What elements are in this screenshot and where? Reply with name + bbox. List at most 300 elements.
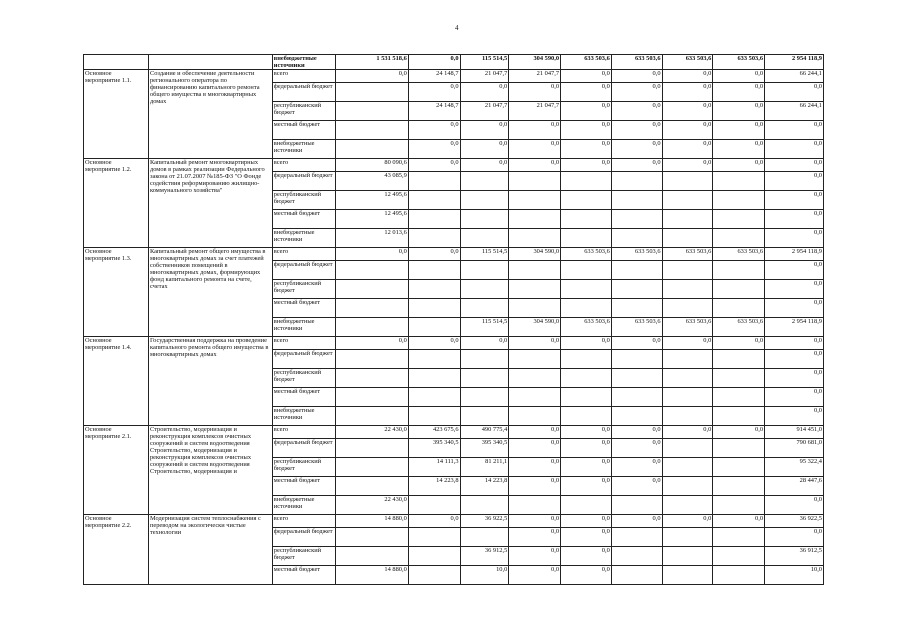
funding-source: республиканский бюджет (272, 458, 335, 477)
funding-source: всего (272, 337, 335, 350)
value-cell: 0,0 (662, 515, 713, 528)
value-cell: 0,0 (561, 477, 612, 496)
value-cell: 0,0 (611, 70, 662, 83)
value-cell: 633 503,6 (561, 55, 612, 70)
value-cell (561, 210, 612, 229)
value-cell: 0,0 (561, 159, 612, 172)
value-cell: 0,0 (765, 299, 824, 318)
value-cell: 633 503,6 (713, 55, 765, 70)
value-cell: 0,0 (611, 121, 662, 140)
value-cell (561, 496, 612, 515)
value-cell (611, 566, 662, 585)
value-cell (611, 280, 662, 299)
value-cell: 0,0 (335, 248, 408, 261)
value-cell: 0,0 (561, 528, 612, 547)
table-row (84, 70, 824, 83)
value-cell (460, 528, 509, 547)
event-name: Основное мероприятие 1.4. (84, 337, 149, 426)
value-cell (561, 407, 612, 426)
value-cell: 66 244,1 (765, 102, 824, 121)
value-cell (335, 388, 408, 407)
value-cell (662, 191, 713, 210)
value-cell: 0,0 (509, 439, 561, 458)
funding-source: республиканский бюджет (272, 102, 335, 121)
value-cell: 22 430,0 (335, 426, 408, 439)
value-cell (408, 528, 460, 547)
value-cell: 790 681,0 (765, 439, 824, 458)
table-row (84, 515, 824, 528)
value-cell (408, 388, 460, 407)
value-cell (662, 496, 713, 515)
value-cell: 0,0 (509, 528, 561, 547)
value-cell: 633 503,6 (611, 318, 662, 337)
value-cell: 36 912,5 (460, 547, 509, 566)
value-cell (662, 458, 713, 477)
value-cell (509, 369, 561, 388)
value-cell: 0,0 (611, 477, 662, 496)
value-cell: 0,0 (713, 426, 765, 439)
value-cell: 2 954 118,9 (765, 318, 824, 337)
value-cell: 0,0 (765, 159, 824, 172)
funding-source: федеральный бюджет (272, 261, 335, 280)
value-cell (460, 369, 509, 388)
value-cell (335, 369, 408, 388)
value-cell (611, 369, 662, 388)
value-cell: 14 111,3 (408, 458, 460, 477)
value-cell: 0,0 (509, 515, 561, 528)
value-cell (611, 547, 662, 566)
table-row (84, 248, 824, 261)
value-cell (460, 191, 509, 210)
value-cell (335, 350, 408, 369)
value-cell: 0,0 (611, 337, 662, 350)
value-cell (662, 477, 713, 496)
value-cell: 0,0 (561, 515, 612, 528)
value-cell: 1 531 518,6 (335, 55, 408, 70)
value-cell: 66 244,1 (765, 70, 824, 83)
value-cell (713, 439, 765, 458)
funding-source: местный бюджет (272, 121, 335, 140)
funding-source: местный бюджет (272, 477, 335, 496)
value-cell: 0,0 (611, 102, 662, 121)
value-cell (713, 477, 765, 496)
value-cell: 2 954 118,9 (765, 248, 824, 261)
value-cell (713, 350, 765, 369)
value-cell (611, 350, 662, 369)
value-cell: 115 514,5 (460, 318, 509, 337)
value-cell: 81 211,1 (460, 458, 509, 477)
value-cell: 0,0 (662, 102, 713, 121)
value-cell (408, 547, 460, 566)
value-cell (335, 299, 408, 318)
value-cell: 0,0 (509, 426, 561, 439)
value-cell: 0,0 (509, 159, 561, 172)
value-cell (335, 102, 408, 121)
value-cell: 0,0 (765, 369, 824, 388)
value-cell: 0,0 (561, 426, 612, 439)
value-cell: 14 223,8 (408, 477, 460, 496)
value-cell: 490 775,4 (460, 426, 509, 439)
event-description: Государственная поддержка на проведение капитального ремонта общего имущества в многоквартирных домах (148, 337, 272, 426)
value-cell: 0,0 (408, 121, 460, 140)
value-cell (561, 299, 612, 318)
value-cell: 633 503,6 (611, 55, 662, 70)
header-row (84, 55, 824, 70)
value-cell (335, 140, 408, 159)
value-cell (611, 261, 662, 280)
value-cell (408, 229, 460, 248)
value-cell: 0,0 (662, 337, 713, 350)
value-cell (662, 407, 713, 426)
value-cell: 115 514,5 (460, 248, 509, 261)
value-cell: 0,0 (335, 337, 408, 350)
value-cell: 0,0 (713, 70, 765, 83)
value-cell (662, 350, 713, 369)
value-cell: 633 503,6 (662, 55, 713, 70)
value-cell: 304 590,0 (509, 318, 561, 337)
funding-source: республиканский бюджет (272, 369, 335, 388)
value-cell: 0,0 (561, 83, 612, 102)
value-cell: 0,0 (611, 159, 662, 172)
value-cell (662, 369, 713, 388)
table-row (84, 337, 824, 350)
value-cell (509, 229, 561, 248)
value-cell: 0,0 (561, 566, 612, 585)
value-cell: 0,0 (408, 248, 460, 261)
value-cell: 21 047,7 (509, 70, 561, 83)
value-cell: 0,0 (509, 547, 561, 566)
value-cell (611, 496, 662, 515)
value-cell: 0,0 (561, 70, 612, 83)
value-cell: 0,0 (713, 159, 765, 172)
value-cell (335, 477, 408, 496)
value-cell (611, 299, 662, 318)
value-cell (460, 280, 509, 299)
value-cell: 0,0 (765, 83, 824, 102)
value-cell (509, 210, 561, 229)
value-cell (662, 261, 713, 280)
value-cell: 633 503,6 (713, 248, 765, 261)
funding-source: республиканский бюджет (272, 280, 335, 299)
value-cell: 0,0 (611, 83, 662, 102)
value-cell: 0,0 (765, 407, 824, 426)
value-cell (713, 566, 765, 585)
value-cell (335, 547, 408, 566)
value-cell: 0,0 (713, 140, 765, 159)
value-cell: 24 148,7 (408, 70, 460, 83)
funding-source: федеральный бюджет (272, 439, 335, 458)
value-cell (335, 318, 408, 337)
event-name: Основное мероприятие 1.1. (84, 70, 149, 159)
value-cell: 0,0 (662, 159, 713, 172)
value-cell (561, 261, 612, 280)
value-cell (611, 191, 662, 210)
value-cell: 0,0 (408, 83, 460, 102)
value-cell (713, 388, 765, 407)
value-cell: 21 047,7 (460, 70, 509, 83)
value-cell: 0,0 (765, 229, 824, 248)
value-cell (611, 388, 662, 407)
value-cell: 0,0 (611, 458, 662, 477)
value-cell (713, 369, 765, 388)
value-cell (611, 210, 662, 229)
value-cell: 0,0 (561, 547, 612, 566)
value-cell (611, 407, 662, 426)
value-cell (713, 210, 765, 229)
funding-source: федеральный бюджет (272, 172, 335, 191)
table-row (84, 426, 824, 439)
funding-source: федеральный бюджет (272, 350, 335, 369)
value-cell (509, 388, 561, 407)
value-cell (335, 261, 408, 280)
value-cell: 0,0 (509, 337, 561, 350)
value-cell: 0,0 (509, 83, 561, 102)
value-cell: 0,0 (460, 337, 509, 350)
value-cell (713, 191, 765, 210)
value-cell: 0,0 (460, 121, 509, 140)
funding-source: федеральный бюджет (272, 528, 335, 547)
value-cell (408, 350, 460, 369)
value-cell: 0,0 (765, 172, 824, 191)
value-cell (509, 191, 561, 210)
value-cell (561, 280, 612, 299)
value-cell (408, 191, 460, 210)
value-cell (460, 407, 509, 426)
value-cell: 12 495,6 (335, 191, 408, 210)
event-name: Основное мероприятие 1.3. (84, 248, 149, 337)
value-cell: 0,0 (662, 140, 713, 159)
value-cell: 633 503,6 (561, 248, 612, 261)
value-cell: 633 503,6 (662, 318, 713, 337)
value-cell: 24 148,7 (408, 102, 460, 121)
event-name: Основное мероприятие 2.1. (84, 426, 149, 515)
event-name: Основное мероприятие 1.2. (84, 159, 149, 248)
value-cell: 0,0 (460, 159, 509, 172)
value-cell: 0,0 (561, 439, 612, 458)
budget-table (83, 54, 824, 585)
value-cell (408, 172, 460, 191)
value-cell: 0,0 (561, 121, 612, 140)
value-cell: 0,0 (408, 337, 460, 350)
value-cell: 0,0 (509, 458, 561, 477)
value-cell (509, 407, 561, 426)
value-cell: 22 430,0 (335, 496, 408, 515)
event-description: Капитальный ремонт многоквартирных домов в рамках реализации Федерального закона от 21.07.2007 №185-ФЗ "О Фонде содействия реформированию жилищно-коммунального хозяйства" (148, 159, 272, 248)
value-cell (335, 280, 408, 299)
value-cell (460, 172, 509, 191)
value-cell (713, 261, 765, 280)
value-cell (561, 172, 612, 191)
value-cell (460, 210, 509, 229)
value-cell: 0,0 (713, 337, 765, 350)
funding-source: всего (272, 70, 335, 83)
value-cell: 395 340,5 (460, 439, 509, 458)
funding-source: местный бюджет (272, 388, 335, 407)
value-cell (408, 566, 460, 585)
value-cell: 115 514,5 (460, 55, 509, 70)
value-cell (408, 369, 460, 388)
value-cell (460, 229, 509, 248)
value-cell (611, 528, 662, 547)
event-description: Модернизация систем теплоснабжения с переводом на экологически чистые технологии (148, 515, 272, 585)
value-cell: 0,0 (765, 337, 824, 350)
empty-cell (84, 55, 149, 70)
value-cell: 28 447,6 (765, 477, 824, 496)
funding-source: местный бюджет (272, 566, 335, 585)
value-cell (662, 280, 713, 299)
value-cell: 0,0 (765, 121, 824, 140)
value-cell: 14 223,8 (460, 477, 509, 496)
funding-source: местный бюджет (272, 210, 335, 229)
value-cell: 0,0 (561, 458, 612, 477)
value-cell: 43 085,9 (335, 172, 408, 191)
value-cell (335, 83, 408, 102)
value-cell (662, 547, 713, 566)
table-row (84, 159, 824, 172)
value-cell: 0,0 (765, 191, 824, 210)
value-cell: 0,0 (611, 140, 662, 159)
funding-source: всего (272, 426, 335, 439)
value-cell: 36 912,5 (765, 547, 824, 566)
value-cell: 0,0 (561, 102, 612, 121)
value-cell: 304 590,0 (509, 248, 561, 261)
value-cell: 0,0 (713, 83, 765, 102)
funding-source: всего (272, 248, 335, 261)
value-cell (713, 547, 765, 566)
event-name: Основное мероприятие 2.2. (84, 515, 149, 585)
value-cell: 0,0 (509, 477, 561, 496)
value-cell: 21 047,7 (509, 102, 561, 121)
value-cell: 0,0 (611, 426, 662, 439)
value-cell (509, 280, 561, 299)
value-cell: 914 451,0 (765, 426, 824, 439)
value-cell: 633 503,6 (561, 318, 612, 337)
value-cell: 0,0 (662, 70, 713, 83)
funding-source: внебюджетные источники (272, 140, 335, 159)
value-cell (460, 496, 509, 515)
value-cell: 0,0 (408, 159, 460, 172)
value-cell (509, 299, 561, 318)
empty-cell (148, 55, 272, 70)
value-cell: 2 954 118,9 (765, 55, 824, 70)
value-cell (460, 350, 509, 369)
value-cell (713, 458, 765, 477)
value-cell: 0,0 (765, 280, 824, 299)
funding-source: всего (272, 159, 335, 172)
value-cell: 0,0 (765, 350, 824, 369)
value-cell (335, 121, 408, 140)
value-cell (662, 210, 713, 229)
value-cell (561, 350, 612, 369)
value-cell (611, 229, 662, 248)
funding-source: местный бюджет (272, 299, 335, 318)
value-cell (408, 407, 460, 426)
event-description: Создание и обеспечение деятельности регионального оператора по финансированию капитального ремонта общего имущества в многоквартирных домах (148, 70, 272, 159)
value-cell: 0,0 (460, 83, 509, 102)
value-cell: 0,0 (713, 515, 765, 528)
value-cell (408, 299, 460, 318)
funding-source: внебюджетные источники (272, 318, 335, 337)
value-cell (611, 172, 662, 191)
value-cell: 0,0 (509, 121, 561, 140)
value-cell: 395 340,5 (408, 439, 460, 458)
value-cell: 0,0 (561, 337, 612, 350)
funding-source: республиканский бюджет (272, 191, 335, 210)
value-cell (561, 388, 612, 407)
value-cell (335, 407, 408, 426)
value-cell (662, 388, 713, 407)
value-cell: 21 047,7 (460, 102, 509, 121)
value-cell: 12 495,6 (335, 210, 408, 229)
event-description: Капитальный ремонт общего имущества в многоквартирных домах за счет платежей собственников помещений в многоквартирных домах, формирующих фонд капитального ремонта на счете, счетах (148, 248, 272, 337)
value-cell (561, 229, 612, 248)
value-cell (335, 458, 408, 477)
funding-source: всего (272, 515, 335, 528)
value-cell: 0,0 (765, 496, 824, 515)
value-cell: 0,0 (509, 566, 561, 585)
value-cell: 14 880,0 (335, 515, 408, 528)
value-cell: 10,0 (765, 566, 824, 585)
value-cell (662, 172, 713, 191)
value-cell: 0,0 (611, 515, 662, 528)
value-cell (460, 261, 509, 280)
value-cell (460, 388, 509, 407)
event-description: Строительство, модернизация и реконструкция комплексов очистных сооружений и систем водоотведения Строительство, модернизация и реконструкция комплексов очистных сооружений и систем водоотведения Строительство, модернизация и (148, 426, 272, 515)
value-cell: 14 880,0 (335, 566, 408, 585)
value-cell: 0,0 (460, 140, 509, 159)
value-cell (662, 439, 713, 458)
funding-source: федеральный бюджет (272, 83, 335, 102)
value-cell (408, 496, 460, 515)
value-cell (662, 528, 713, 547)
value-cell (509, 261, 561, 280)
value-cell (509, 172, 561, 191)
value-cell: 0,0 (408, 140, 460, 159)
value-cell: 0,0 (765, 261, 824, 280)
value-cell: 304 590,0 (509, 55, 561, 70)
value-cell (713, 280, 765, 299)
value-cell: 0,0 (765, 210, 824, 229)
value-cell (713, 299, 765, 318)
value-cell (662, 229, 713, 248)
value-cell (713, 229, 765, 248)
value-cell (713, 407, 765, 426)
value-cell: 0,0 (611, 439, 662, 458)
value-cell: 0,0 (662, 426, 713, 439)
value-cell: 423 675,6 (408, 426, 460, 439)
value-cell (561, 369, 612, 388)
value-cell (713, 496, 765, 515)
value-cell (713, 172, 765, 191)
value-cell: 0,0 (765, 528, 824, 547)
value-cell: 0,0 (662, 121, 713, 140)
value-cell (509, 350, 561, 369)
value-cell: 0,0 (509, 140, 561, 159)
value-cell: 95 322,4 (765, 458, 824, 477)
value-cell (509, 496, 561, 515)
value-cell: 0,0 (713, 121, 765, 140)
value-cell: 0,0 (713, 102, 765, 121)
value-cell: 633 503,6 (611, 248, 662, 261)
value-cell: 0,0 (408, 515, 460, 528)
value-cell (713, 528, 765, 547)
page-number: 4 (455, 24, 459, 32)
value-cell: 12 013,6 (335, 229, 408, 248)
value-cell (335, 528, 408, 547)
funding-source: внебюджетные источники (272, 229, 335, 248)
value-cell (561, 191, 612, 210)
source-label: внебюджетные источники (272, 55, 335, 70)
